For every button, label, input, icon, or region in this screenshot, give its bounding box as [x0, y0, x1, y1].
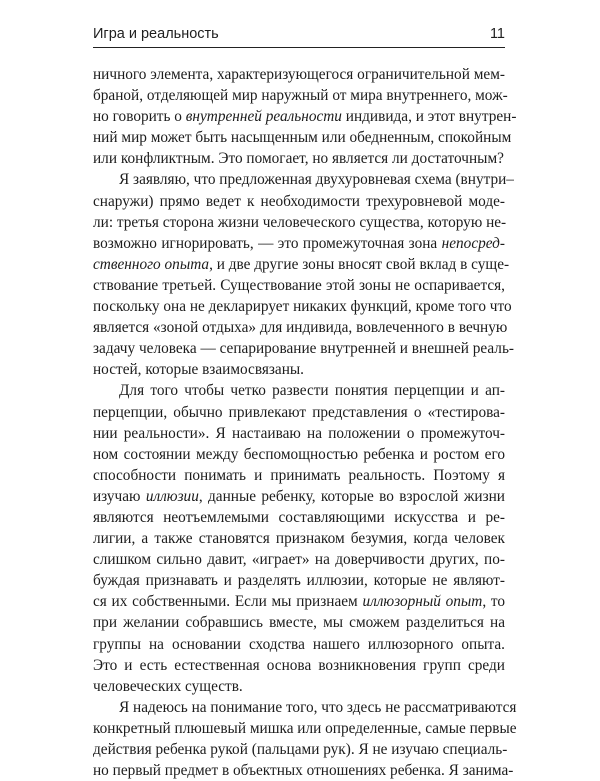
- text-run: при желании собравшись вместе, мы сможем разделиться на: [93, 614, 505, 632]
- text-run: возможно игнорировать, — это промежуточная зона: [93, 234, 442, 252]
- text-line: [93, 191, 505, 212]
- text-line: [93, 634, 505, 655]
- text-line: [93, 655, 505, 676]
- text-run: являются неотъемлемыми составляющими искусства и ре-: [93, 508, 505, 526]
- text-run: индивида, и этот внутрен-: [341, 108, 517, 126]
- text-run: но говорить о: [93, 108, 186, 126]
- text-run: поскольку она не декларирует никаких функций, кроме того что: [93, 298, 512, 316]
- text-run: способности понимать и принимать реальность. Поэтому я: [93, 466, 505, 484]
- text-run: задачу человека — сепарирование внутренней и внешней реаль-: [93, 340, 515, 358]
- text-line: [93, 212, 505, 233]
- text-run: , данные ребенку, которые во взрослой жизни: [198, 487, 505, 505]
- text-run: нии реальности». Я настаиваю на положении о промежуточ-: [93, 424, 505, 442]
- text-run: ся их собственными. Если мы признаем: [93, 593, 363, 611]
- text-line: [93, 233, 505, 254]
- body-text: [93, 64, 517, 781]
- italic-phrase: иллюзии: [145, 487, 199, 505]
- text-line: [93, 444, 505, 465]
- text-line: [93, 549, 505, 570]
- paragraph: [93, 380, 505, 696]
- text-run: группы на основании сходства нашего иллюзорного опыта.: [93, 635, 505, 653]
- text-run: лигии, а также становятся признаком безумия, когда человек: [93, 530, 505, 548]
- text-run: изучаю: [93, 487, 146, 505]
- text-line: [93, 465, 505, 486]
- text-line: [93, 359, 505, 380]
- text-line: [93, 760, 514, 781]
- text-line: [93, 169, 514, 190]
- running-header: [93, 26, 505, 48]
- text-run: , то: [482, 593, 506, 611]
- text-line: [93, 676, 505, 697]
- text-run: Я заявляю, что предложенная двухуровневая схема (внутри–: [119, 171, 514, 189]
- text-run: является «зоной отдыха» для индивида, вовлеченного в вечную: [93, 319, 508, 337]
- text-run: слишком сильно давит, «играет» на доверчивости других, по-: [93, 551, 505, 569]
- text-line: [93, 64, 505, 85]
- text-run: конкретный плюшевый мишка или определенные, самые первые: [93, 719, 517, 737]
- text-line: [93, 127, 512, 148]
- text-line: [93, 507, 505, 528]
- text-run: ностей, которые взаимосвязаны.: [93, 361, 305, 379]
- text-run: буждая признавать и разделять иллюзии, которые не являют-: [93, 572, 505, 590]
- text-line: [93, 528, 505, 549]
- text-run: ний мир может быть насыщенным или обедненным, спокойным: [93, 129, 512, 147]
- text-line: [93, 402, 505, 423]
- text-run: снаружи) прямо ведет к необходимости трехуровневой моде-: [93, 192, 505, 210]
- italic-phrase: иллюзорный опыт: [362, 593, 483, 611]
- italic-phrase: ственного опыта: [93, 255, 210, 273]
- text-run: ли: третья сторона жизни человеческого существа, которую не-: [93, 213, 507, 231]
- text-line: [93, 106, 517, 127]
- paragraph: [93, 64, 517, 169]
- italic-phrase: внутренней реальности: [185, 108, 342, 126]
- text-line: [93, 317, 508, 338]
- text-line: [93, 423, 505, 444]
- text-line: [93, 570, 505, 591]
- text-run: но первый предмет в объектных отношениях ребенка. Я занима-: [93, 762, 514, 780]
- text-run: ствование третьей. Существование этой зоны не оспаривается,: [93, 276, 505, 294]
- paragraph: [93, 169, 515, 380]
- text-run: Это и есть естественная основа возникновения групп среди: [93, 656, 505, 674]
- text-line: [93, 697, 517, 718]
- text-run: ном состоянии между беспомощностью ребенка и ростом его: [93, 445, 505, 463]
- header-rule: [93, 47, 505, 48]
- text-run: ничного элемента, характеризующегося ограничительной мем-: [93, 66, 505, 83]
- text-run: действия ребенка рукой (пальцами рук). Я не изучаю специаль-: [93, 741, 508, 758]
- text-run: браной, отделяющей мир наружный от мира внутреннего, мож-: [93, 87, 508, 105]
- text-run: , и две другие зоны вносят свой вклад в суще-: [209, 255, 510, 273]
- text-line: [93, 85, 508, 106]
- text-line: [93, 718, 517, 739]
- text-line: [93, 380, 505, 401]
- text-line: [93, 338, 515, 359]
- text-run: человеческих существ.: [93, 677, 243, 695]
- text-run: или конфликтным. Это помогает, но является ли достаточным?: [93, 150, 504, 168]
- paragraph: [93, 697, 517, 781]
- page-number: 11: [489, 26, 505, 42]
- text-line: [93, 275, 505, 296]
- italic-phrase: непосред-: [441, 234, 505, 252]
- text-line: [93, 148, 505, 169]
- text-run: Я надеюсь на понимание того, что здесь не рассматриваются: [119, 698, 517, 716]
- text-run: Для того чтобы четко развести понятия перцепции и ап-: [119, 382, 505, 400]
- text-line: [93, 296, 512, 317]
- text-run: перцепции, обычно привлекают представления о «тестирова-: [93, 403, 505, 421]
- text-line: [93, 612, 505, 633]
- text-line: [93, 486, 505, 507]
- running-title: Игра и реальность: [93, 26, 219, 42]
- text-line: [93, 254, 510, 275]
- text-line: [93, 591, 505, 612]
